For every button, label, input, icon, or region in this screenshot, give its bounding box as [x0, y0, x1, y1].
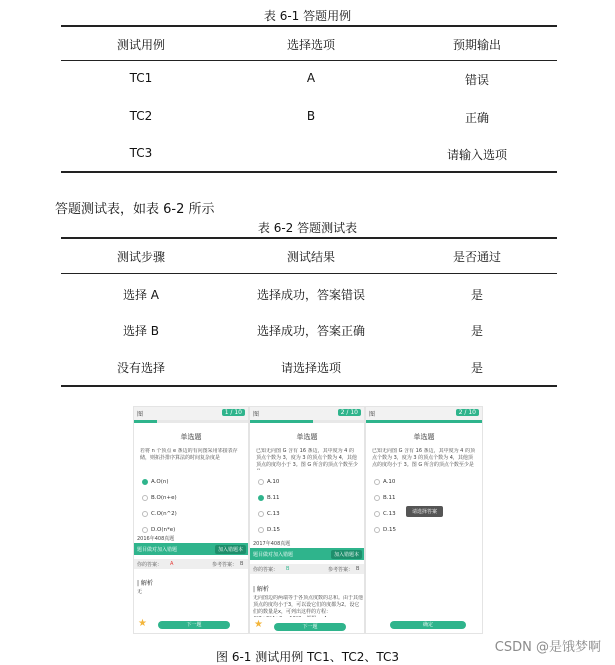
wrongbook-bar: [250, 548, 365, 560]
option-label: B.O(n+e): [151, 495, 177, 501]
analysis-label: | 解析: [137, 580, 153, 587]
option-label: B.11: [383, 495, 396, 501]
your-answer-label: 你的答案：: [137, 562, 163, 568]
table2-cell: 选择 A: [122, 288, 160, 302]
option-d[interactable]: [374, 526, 482, 534]
radio-checked-icon: [258, 495, 264, 501]
table2-bottom-rule: [61, 385, 557, 387]
option-b[interactable]: [258, 494, 364, 502]
back-label[interactable]: 图: [369, 411, 376, 418]
confirm-button[interactable]: 确定: [390, 621, 466, 629]
table1-top-rule: [61, 25, 557, 27]
option-b[interactable]: [142, 494, 248, 502]
analysis-text: 无: [137, 589, 143, 595]
table2-cell: 没有选择: [116, 361, 165, 375]
question-type: 单选题: [413, 433, 435, 441]
option-b[interactable]: [374, 494, 482, 502]
question-source: 2017年408真题: [253, 541, 291, 547]
table2-cell: 选择成功，答案错误: [256, 288, 365, 302]
screen-topbar: [366, 407, 482, 420]
back-label[interactable]: 图: [253, 411, 260, 418]
table1-cell: A: [306, 71, 316, 85]
progress-fill: [366, 420, 482, 423]
figure-caption: 图 6-1 测试用例 TC1、TC2、TC3: [216, 650, 399, 664]
wrongbook-bar: [134, 543, 249, 555]
question-text: 已知无向图 G 含有 16 条边，其中度为 4 的顶点个数为 3，度为 3 的顶点个数为 4，其他顶点的度均小于 3。图 G 所含的顶点个数至少是: [372, 448, 475, 468]
star-icon[interactable]: ★: [138, 618, 147, 629]
next-question-button[interactable]: 下一题: [274, 623, 346, 631]
question-type: 单选题: [180, 433, 202, 441]
option-a[interactable]: [374, 478, 482, 486]
table1-header: 选择选项: [286, 38, 335, 52]
option-label: A.10: [267, 479, 280, 485]
page-indicator: 2 / 10: [456, 409, 479, 416]
option-c[interactable]: [142, 510, 248, 518]
toast-message: 请选择答案: [406, 506, 443, 517]
screen-tc1: [133, 406, 249, 634]
watermark: CSDN @是饿梦啊: [494, 640, 601, 655]
star-icon[interactable]: ★: [254, 619, 263, 630]
option-a[interactable]: [258, 478, 364, 486]
option-d[interactable]: [258, 526, 364, 534]
option-label: C.13: [267, 511, 280, 517]
ref-answer-value: B: [356, 566, 360, 572]
radio-icon: [142, 495, 148, 501]
table2-header: 测试结果: [286, 250, 335, 264]
option-d[interactable]: [142, 526, 248, 534]
option-label: D.15: [383, 527, 396, 533]
table2-cell: 是: [470, 324, 483, 338]
add-wrongbook-button[interactable]: 加入错题本: [331, 550, 362, 559]
page-indicator: 2 / 10: [338, 409, 361, 416]
option-c[interactable]: [258, 510, 364, 518]
table2-cell: 请选择选项: [280, 361, 341, 375]
your-answer-value: B: [286, 566, 290, 572]
answer-row: [134, 559, 249, 569]
radio-icon: [374, 511, 380, 517]
ref-answer-label: 参考答案：: [212, 562, 238, 568]
table2-header-rule: [61, 273, 557, 274]
table1-header: 预期输出: [452, 38, 501, 52]
your-answer-value: A: [170, 561, 174, 567]
progress-bar: [366, 420, 482, 423]
option-label: B.11: [267, 495, 280, 501]
question-type: 单选题: [296, 433, 318, 441]
radio-icon: [258, 527, 264, 533]
question-text: 已知无向图 G 含有 16 条边，其中度为 4 的顶点个数为 3，度为 3 的顶点个数为 4，其他顶点的度均小于 3。图 G 所含的顶点个数至少: [256, 448, 358, 468]
table2-header: 是否通过: [452, 250, 501, 264]
answer-row: [250, 564, 365, 574]
radio-icon: [374, 479, 380, 485]
ref-answer-value: B: [240, 561, 244, 567]
page-indicator: 1 / 10: [222, 409, 245, 416]
screen-tc3: [365, 406, 483, 634]
wrongbook-hint: 题目做对加入错题: [137, 547, 178, 553]
option-label: D.O(n*e): [151, 527, 176, 533]
your-answer-label: 你的答案：: [253, 567, 279, 573]
radio-icon: [142, 511, 148, 517]
option-a[interactable]: [142, 478, 248, 486]
table2-caption: 表 6-2 答题测试表: [257, 221, 358, 235]
table1-cell: 错误: [464, 73, 489, 87]
progress-fill: [134, 420, 157, 423]
option-label: D.15: [267, 527, 280, 533]
figure-screenshots: [133, 406, 483, 634]
table2-cell: 是: [470, 361, 483, 375]
radio-icon: [258, 511, 264, 517]
radio-icon: [374, 527, 380, 533]
radio-checked-icon: [142, 479, 148, 485]
radio-icon: [374, 495, 380, 501]
screen-topbar: [134, 407, 248, 420]
progress-bar: [134, 420, 248, 423]
table2-cell: 选择成功，答案正确: [256, 324, 365, 338]
table2-cell: 选择 B: [122, 324, 160, 338]
table1-header: 测试用例: [116, 38, 165, 52]
question-source: 2016年408真题: [137, 536, 175, 542]
next-question-button[interactable]: 下一题: [158, 621, 230, 629]
table1-cell: 正确: [464, 111, 489, 125]
analysis-label: | 解析: [253, 586, 269, 593]
ref-answer-label: 参考答案：: [328, 567, 354, 573]
add-wrongbook-button[interactable]: 加入错题本: [215, 545, 246, 554]
table1-cell: TC3: [129, 146, 153, 160]
radio-icon: [142, 527, 148, 533]
table1-cell: 请输入选项: [446, 148, 507, 162]
table1-caption: 表 6-1 答题用例: [263, 9, 352, 23]
question-text: 若将 n 个顶点 e 条边的有向图采用邻接表存储，则拓扑排序算法的时间复杂度是: [140, 448, 238, 461]
progress-fill: [250, 420, 313, 423]
back-label[interactable]: 图: [137, 411, 144, 418]
table2-top-rule: [61, 237, 557, 239]
progress-bar: [250, 420, 364, 423]
table1-bottom-rule: [61, 171, 557, 173]
table2-cell: 是: [470, 288, 483, 302]
option-label: A.O(n): [151, 479, 169, 485]
body-paragraph: 答题测试表，如表 6-2 所示: [55, 202, 215, 217]
option-label: C.O(n^2): [151, 511, 177, 517]
option-label: C.13: [383, 511, 396, 517]
table1-cell: B: [306, 109, 316, 123]
table1-cell: TC1: [129, 71, 153, 85]
radio-icon: [258, 479, 264, 485]
table1-header-rule: [61, 60, 557, 61]
screen-topbar: [250, 407, 364, 420]
screen-tc2: [249, 406, 365, 634]
table2-header: 测试步骤: [116, 250, 165, 264]
option-label: A.10: [383, 479, 396, 485]
wrongbook-hint: 题目做对加入错题: [253, 552, 294, 558]
analysis-text: 无向图边的两端等于各顶点度数的总和。由于其他顶点的度均小于3，可以设它们的度都为2。设它们的数量是x，可列出这样的方程：: [253, 595, 363, 615]
table1-cell: TC2: [129, 109, 153, 123]
